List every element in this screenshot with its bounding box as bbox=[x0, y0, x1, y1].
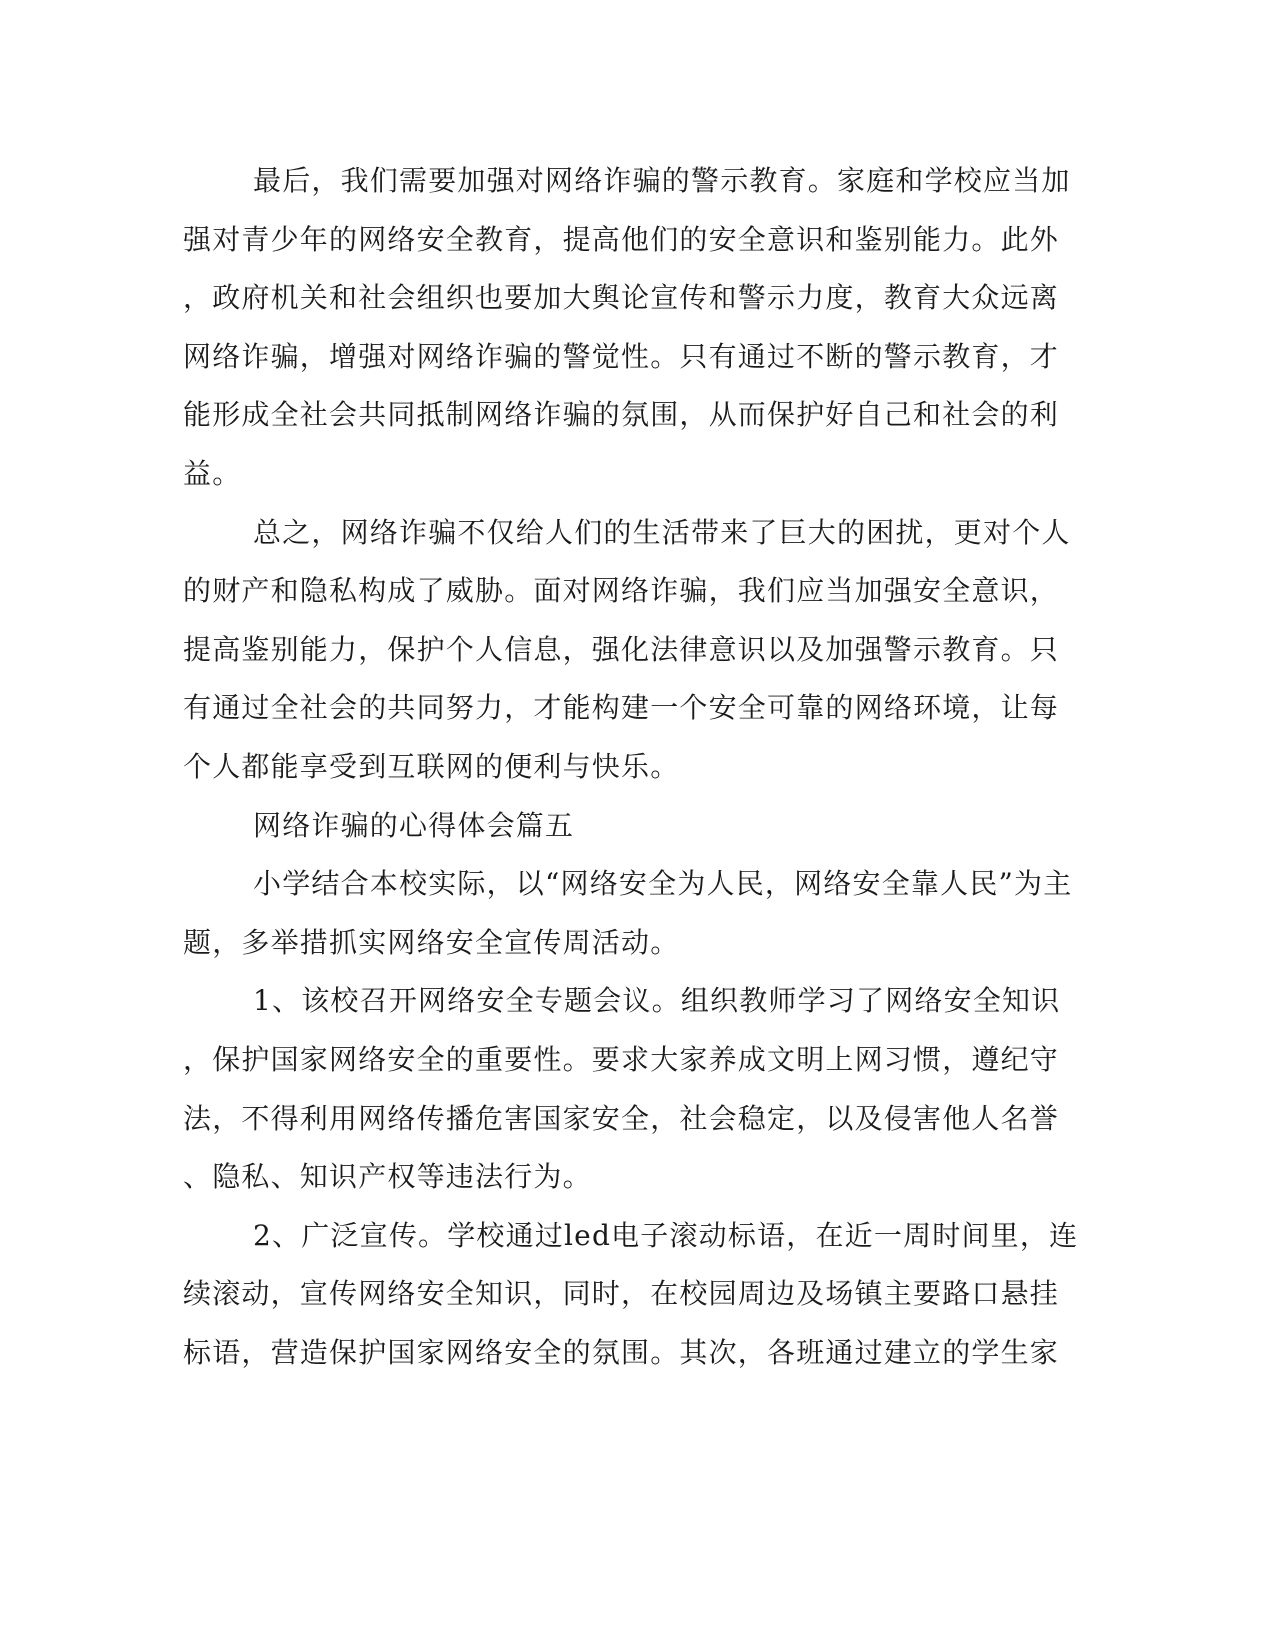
text-line: 、隐私、知识产权等违法行为。 bbox=[183, 1160, 592, 1194]
section-heading: 网络诈骗的心得体会篇五 bbox=[253, 808, 575, 842]
text-line: 续滚动，宣传网络安全知识，同时，在校园周边及场镇主要路口悬挂 bbox=[183, 1277, 1060, 1311]
text-line: 法，不得利用网络传播危害国家安全，社会稳定，以及侵害他人名誉 bbox=[183, 1101, 1060, 1135]
document-body bbox=[183, 152, 1079, 1382]
text-line: 提高鉴别能力，保护个人信息，强化法律意识以及加强警示教育。只 bbox=[183, 632, 1060, 666]
text-line: 个人都能享受到互联网的便利与快乐。 bbox=[183, 749, 680, 783]
text-line: 能形成全社会共同抵制网络诈骗的氛围，从而保护好自己和社会的利 bbox=[183, 398, 1060, 432]
text-line: ，政府机关和社会组织也要加大舆论宣传和警示力度，教育大众远离 bbox=[183, 281, 1060, 315]
text-line: 的财产和隐私构成了威胁。面对网络诈骗，我们应当加强安全意识， bbox=[183, 574, 1060, 608]
text-line: 2、广泛宣传。学校通过led电子滚动标语，在近一周时间里，连 bbox=[253, 1218, 1079, 1252]
text-line: 总之，网络诈骗不仅给人们的生活带来了巨大的困扰，更对个人 bbox=[253, 515, 1071, 549]
text-line: ，保护国家网络安全的重要性。要求大家养成文明上网习惯，遵纪守 bbox=[183, 1042, 1060, 1076]
text-line: 小学结合本校实际，以“网络安全为人民，网络安全靠人民”为主 bbox=[253, 867, 1073, 901]
text-line: 1、该校召开网络安全专题会议。组织教师学习了网络安全知识 bbox=[253, 984, 1061, 1018]
text-line: 网络诈骗，增强对网络诈骗的警觉性。只有通过不断的警示教育，才 bbox=[183, 339, 1060, 373]
text-line: 有通过全社会的共同努力，才能构建一个安全可靠的网络环境，让每 bbox=[183, 691, 1060, 725]
text-line: 益。 bbox=[183, 456, 242, 490]
text-line: 强对青少年的网络安全教育，提高他们的安全意识和鉴别能力。此外 bbox=[183, 222, 1060, 256]
text-line: 题，多举措抓实网络安全宣传周活动。 bbox=[183, 925, 680, 959]
text-line: 最后，我们需要加强对网络诈骗的警示教育。家庭和学校应当加 bbox=[253, 164, 1071, 197]
text-line: 标语，营造保护国家网络安全的氛围。其次，各班通过建立的学生家 bbox=[183, 1335, 1060, 1369]
